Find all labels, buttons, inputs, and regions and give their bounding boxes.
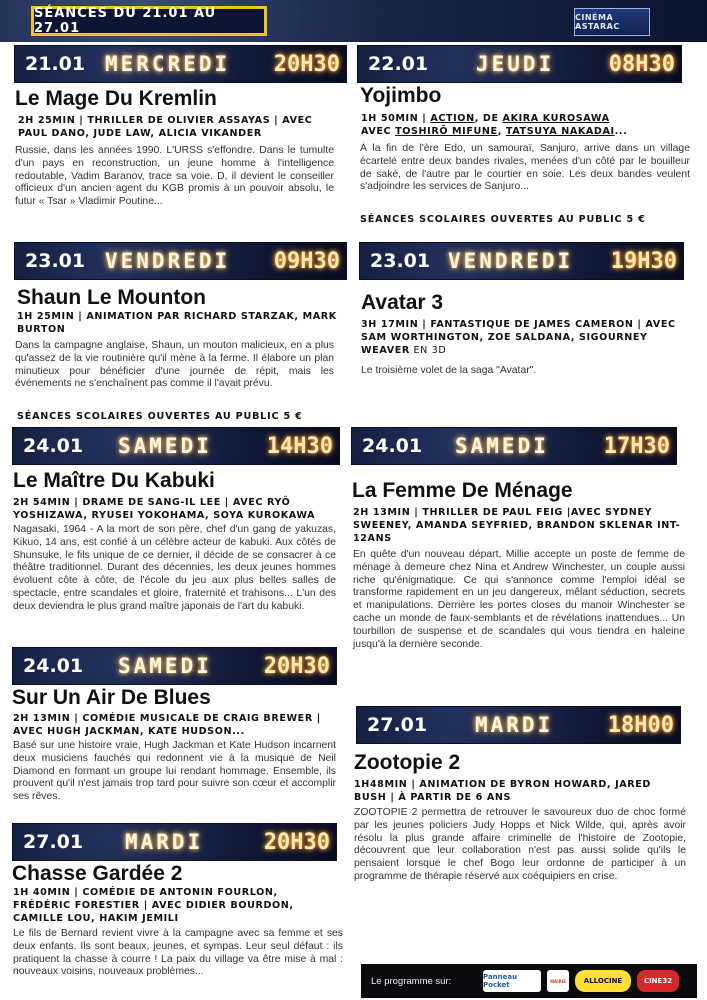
director-link[interactable]: AKIRA KUROSAWA — [502, 113, 610, 124]
screening-day: SAMEDI — [455, 434, 549, 458]
film-title: Le Maître Du Kabuki — [13, 469, 215, 492]
film-meta — [361, 112, 685, 138]
meta-text: , — [497, 126, 506, 137]
film-meta: 2H 54MIN | DRAME DE SANG-IL LEE | AVEC RYÔ YOSHIZAWA, RYUSEI YOKOHAMA, SOYA KUROKAWA — [13, 497, 316, 521]
film-synopsis: À la fin de l'ère Edo, un samouraï, Sanjuro, arrive dans un village écartelé entre deux bandes rivales, menées d'un côté par le bouilleur de saké, de l'autre par le courtier en soie. Les deux bandes veulent s'adjoindre les services de Sanjuro... — [360, 143, 690, 193]
meta-text: ... — [614, 126, 628, 137]
screening-time: 14H30 — [266, 433, 333, 459]
film-title: La Femme De Ménage — [352, 479, 573, 502]
screening-date: 23.01 — [370, 250, 431, 272]
film-synopsis: En quête d'un nouveau départ, Millie accepte un poste de femme de ménage à demeure chez Nina et Andrew Winchester, un couple aussi riche qu'énigmatique. Ce qui s'annonce comme l'emploi idéal se transforme rapidement en un jeu dangereux, mêlant séduction, secrets et manipulations. Derrière les portes closes du manoir Winchester se cache un monde de faux-semblants et de révélations inattendues... Un tourbillon de suspense et de scandales qui vous tiendra en haleine jusqu'à la dernière seconde. — [353, 549, 685, 650]
film-synopsis: Basé sur une histoire vraie, Hugh Jackman et Kate Hudson incarnent deux musiciens fauchés qui redonnent vie à la musique de Neil Diamond en formant un groupe lui rendant hommage. Ensemble, ils prouvent qu'il n'est jamais trop tard pour suivre son cœur et accomplir ses rêves. — [13, 740, 336, 803]
film-title: Sur Un Air De Blues — [12, 686, 211, 709]
screening-banner — [14, 242, 347, 280]
footer-partners — [361, 964, 697, 998]
screening-banner — [12, 427, 340, 465]
screening-banner — [359, 242, 684, 280]
page-title: SÉANCES DU 21.01 AU 27.01 — [31, 6, 267, 36]
screening-date: 23.01 — [25, 250, 86, 272]
screening-day: MARDI — [125, 830, 204, 854]
screening-time: 19H30 — [610, 248, 677, 274]
screening-time: 20H30 — [273, 51, 340, 77]
screening-date: 24.01 — [362, 435, 423, 457]
film-synopsis: Le fils de Bernard revient vivre à la campagne avec sa femme et ses deux enfants. Ils sont beaux, jeunes, et sympas. Leur seul défaut : ils pratiquent la chasse à courre ! La paix du village va être mise à mal : nouveaux voisins, nouveaux problèmes... — [13, 928, 343, 978]
film-synopsis: ZOOTOPIE 2 permettra de retrouver le savoureux duo de choc formé par les jeunes policiers Judy Hopps et Nick Wilde, qui, après avoir résolu la plus grande affaire criminelle de l'histoire de Zootopie, découvrent que leur collaboration n'est pas aussi solide qu'ils le pensaient lorsque le chef Bogo leur ordonne de participer à un programme de thérapie réservé aux coéquipiers en crise. — [354, 807, 686, 882]
meta-format: EN 3D — [409, 345, 447, 356]
screening-date: 24.01 — [23, 435, 84, 457]
film-synopsis: Nagasaki, 1964 - A la mort de son père, chef d'un gang de yakuzas, Kikuo, 14 ans, est confié à un célèbre acteur de kabuki. Aux côtés de Shunsuke, le fils unique de ce dernier, il décide de se consacrer à ce théâtre traditionnel. Durant des décennies, les deux jeunes hommes évoluent côte à côte, de l'école du jeu aux plus belles salles de spectacle, entre scandales et gloire, fraternité et trahisons... L'un des deux deviendra le plus grand maître japonais de l'art du kabuki. — [13, 524, 336, 612]
film-meta — [361, 318, 681, 357]
school-screening-note: SÉANCES SCOLAIRES OUVERTES AU PUBLIC 5 € — [17, 411, 303, 422]
film-title: Yojimbo — [360, 84, 442, 107]
screening-banner — [12, 823, 337, 861]
screening-date: 24.01 — [23, 655, 84, 677]
film-synopsis: Le troisième volet de la saga "Avatar". — [361, 365, 537, 376]
meta-text: AVEC — [361, 126, 396, 137]
screening-time: 09H30 — [273, 248, 340, 274]
screening-day: MERCREDI — [105, 52, 231, 76]
screening-time: 17H30 — [603, 433, 670, 459]
film-meta: 2H 13MIN | COMÉDIE MUSICALE DE CRAIG BREWER | AVEC HUGH JACKMAN, KATE HUDSON... — [13, 713, 321, 737]
allocine-logo[interactable]: ALLOCINE — [575, 970, 631, 992]
actor-link[interactable]: TOSHIRŌ MIFUNE — [395, 126, 498, 137]
school-screening-note: SÉANCES SCOLAIRES OUVERTES AU PUBLIC 5 € — [360, 214, 646, 225]
footer-label: Le programme sur: — [371, 975, 452, 987]
screening-day: VENDREDI — [105, 249, 231, 273]
panneaupocket-logo[interactable]: Panneau Pocket — [483, 970, 541, 992]
screening-banner — [356, 706, 681, 744]
screening-banner — [357, 45, 682, 83]
screening-day: JEUDI — [476, 52, 555, 76]
film-meta: 1H48MIN | ANIMATION DE BYRON HOWARD, JARED BUSH | À PARTIR DE 6 ANS — [354, 779, 651, 803]
actor-link[interactable]: TATSUYA NAKADAI — [505, 126, 615, 137]
screening-day: SAMEDI — [118, 434, 212, 458]
meta-text: 1H 50MIN | — [361, 113, 431, 124]
screening-day: SAMEDI — [118, 654, 212, 678]
film-meta: 1H 40MIN | COMÉDIE DE ANTONIN FOURLON, FRÉDÉRIC FORESTIER | AVEC DIDIER BOURDON, CAMILLE LOU, HAKIM JEMILI — [13, 887, 294, 924]
screening-date: 27.01 — [23, 831, 84, 853]
genre-link[interactable]: ACTION — [430, 113, 475, 124]
film-title: Zootopie 2 — [354, 751, 461, 774]
film-synopsis: Russie, dans les années 1990. L'URSS s'effondre. Dans le tumulte d'un pays en reconstruction, un jeune homme à l'intelligence redoutable, Vadim Baranov, trace sa voie. D, il devient le conseiller officieux d'un ancien agent du KGB promis à un pouvoir absolu, le futur « Tsar » Vladimir Poutine... — [15, 145, 334, 208]
film-title: Le Mage Du Kremlin — [15, 87, 217, 110]
screening-banner — [12, 647, 337, 685]
screening-date: 21.01 — [25, 53, 86, 75]
screening-banner — [14, 45, 347, 83]
cinema-logo: CINÉMA ASTARAC — [574, 8, 650, 36]
film-meta: 2H 25MIN | THRILLER DE OLIVIER ASSAYAS | AVEC PAUL DANO, JUDE LAW, ALICIA VIKANDER — [18, 115, 313, 139]
screening-time: 18H00 — [607, 712, 674, 738]
screening-day: VENDREDI — [448, 249, 574, 273]
film-synopsis: Dans la campagne anglaise, Shaun, un mouton malicieux, en a plus qu'assez de la vie routinière qu'il mène à la ferme. Il élabore un plan minutieux pour bénéficier d'une journée de répit, mais les événements ne s'enchaînent pas comme il l'avait prévu. — [15, 340, 334, 390]
film-title: Shaun Le Mounton — [17, 286, 206, 309]
screening-date: 22.01 — [368, 53, 429, 75]
screening-time: 08H30 — [608, 51, 675, 77]
film-title: Avatar 3 — [361, 291, 444, 314]
film-meta: 1H 25MIN | ANIMATION PAR RICHARD STARZAK, MARK BURTON — [17, 311, 337, 335]
mairie-logo[interactable]: MAIRIE — [547, 970, 569, 992]
screening-day: MARDI — [475, 713, 554, 737]
meta-text: , DE — [474, 113, 503, 124]
screening-time: 20H30 — [263, 653, 330, 679]
film-meta: 2H 13MIN | THRILLER DE PAUL FEIG |AVEC SYDNEY SWEENEY, AMANDA SEYFRIED, BRANDON SKLENAR INT-12ANS — [353, 507, 681, 544]
screening-banner — [351, 427, 677, 465]
screening-time: 20H30 — [263, 829, 330, 855]
film-title: Chasse Gardée 2 — [12, 862, 183, 885]
cine32-logo[interactable]: CINE32 — [637, 970, 679, 992]
screening-date: 27.01 — [367, 714, 428, 736]
meta-text: 3H 17MIN | FANTASTIQUE DE JAMES CAMERON | AVEC SAM WORTHINGTON, ZOE SALDANA, SIGOURNEY WEAVER — [361, 319, 676, 356]
